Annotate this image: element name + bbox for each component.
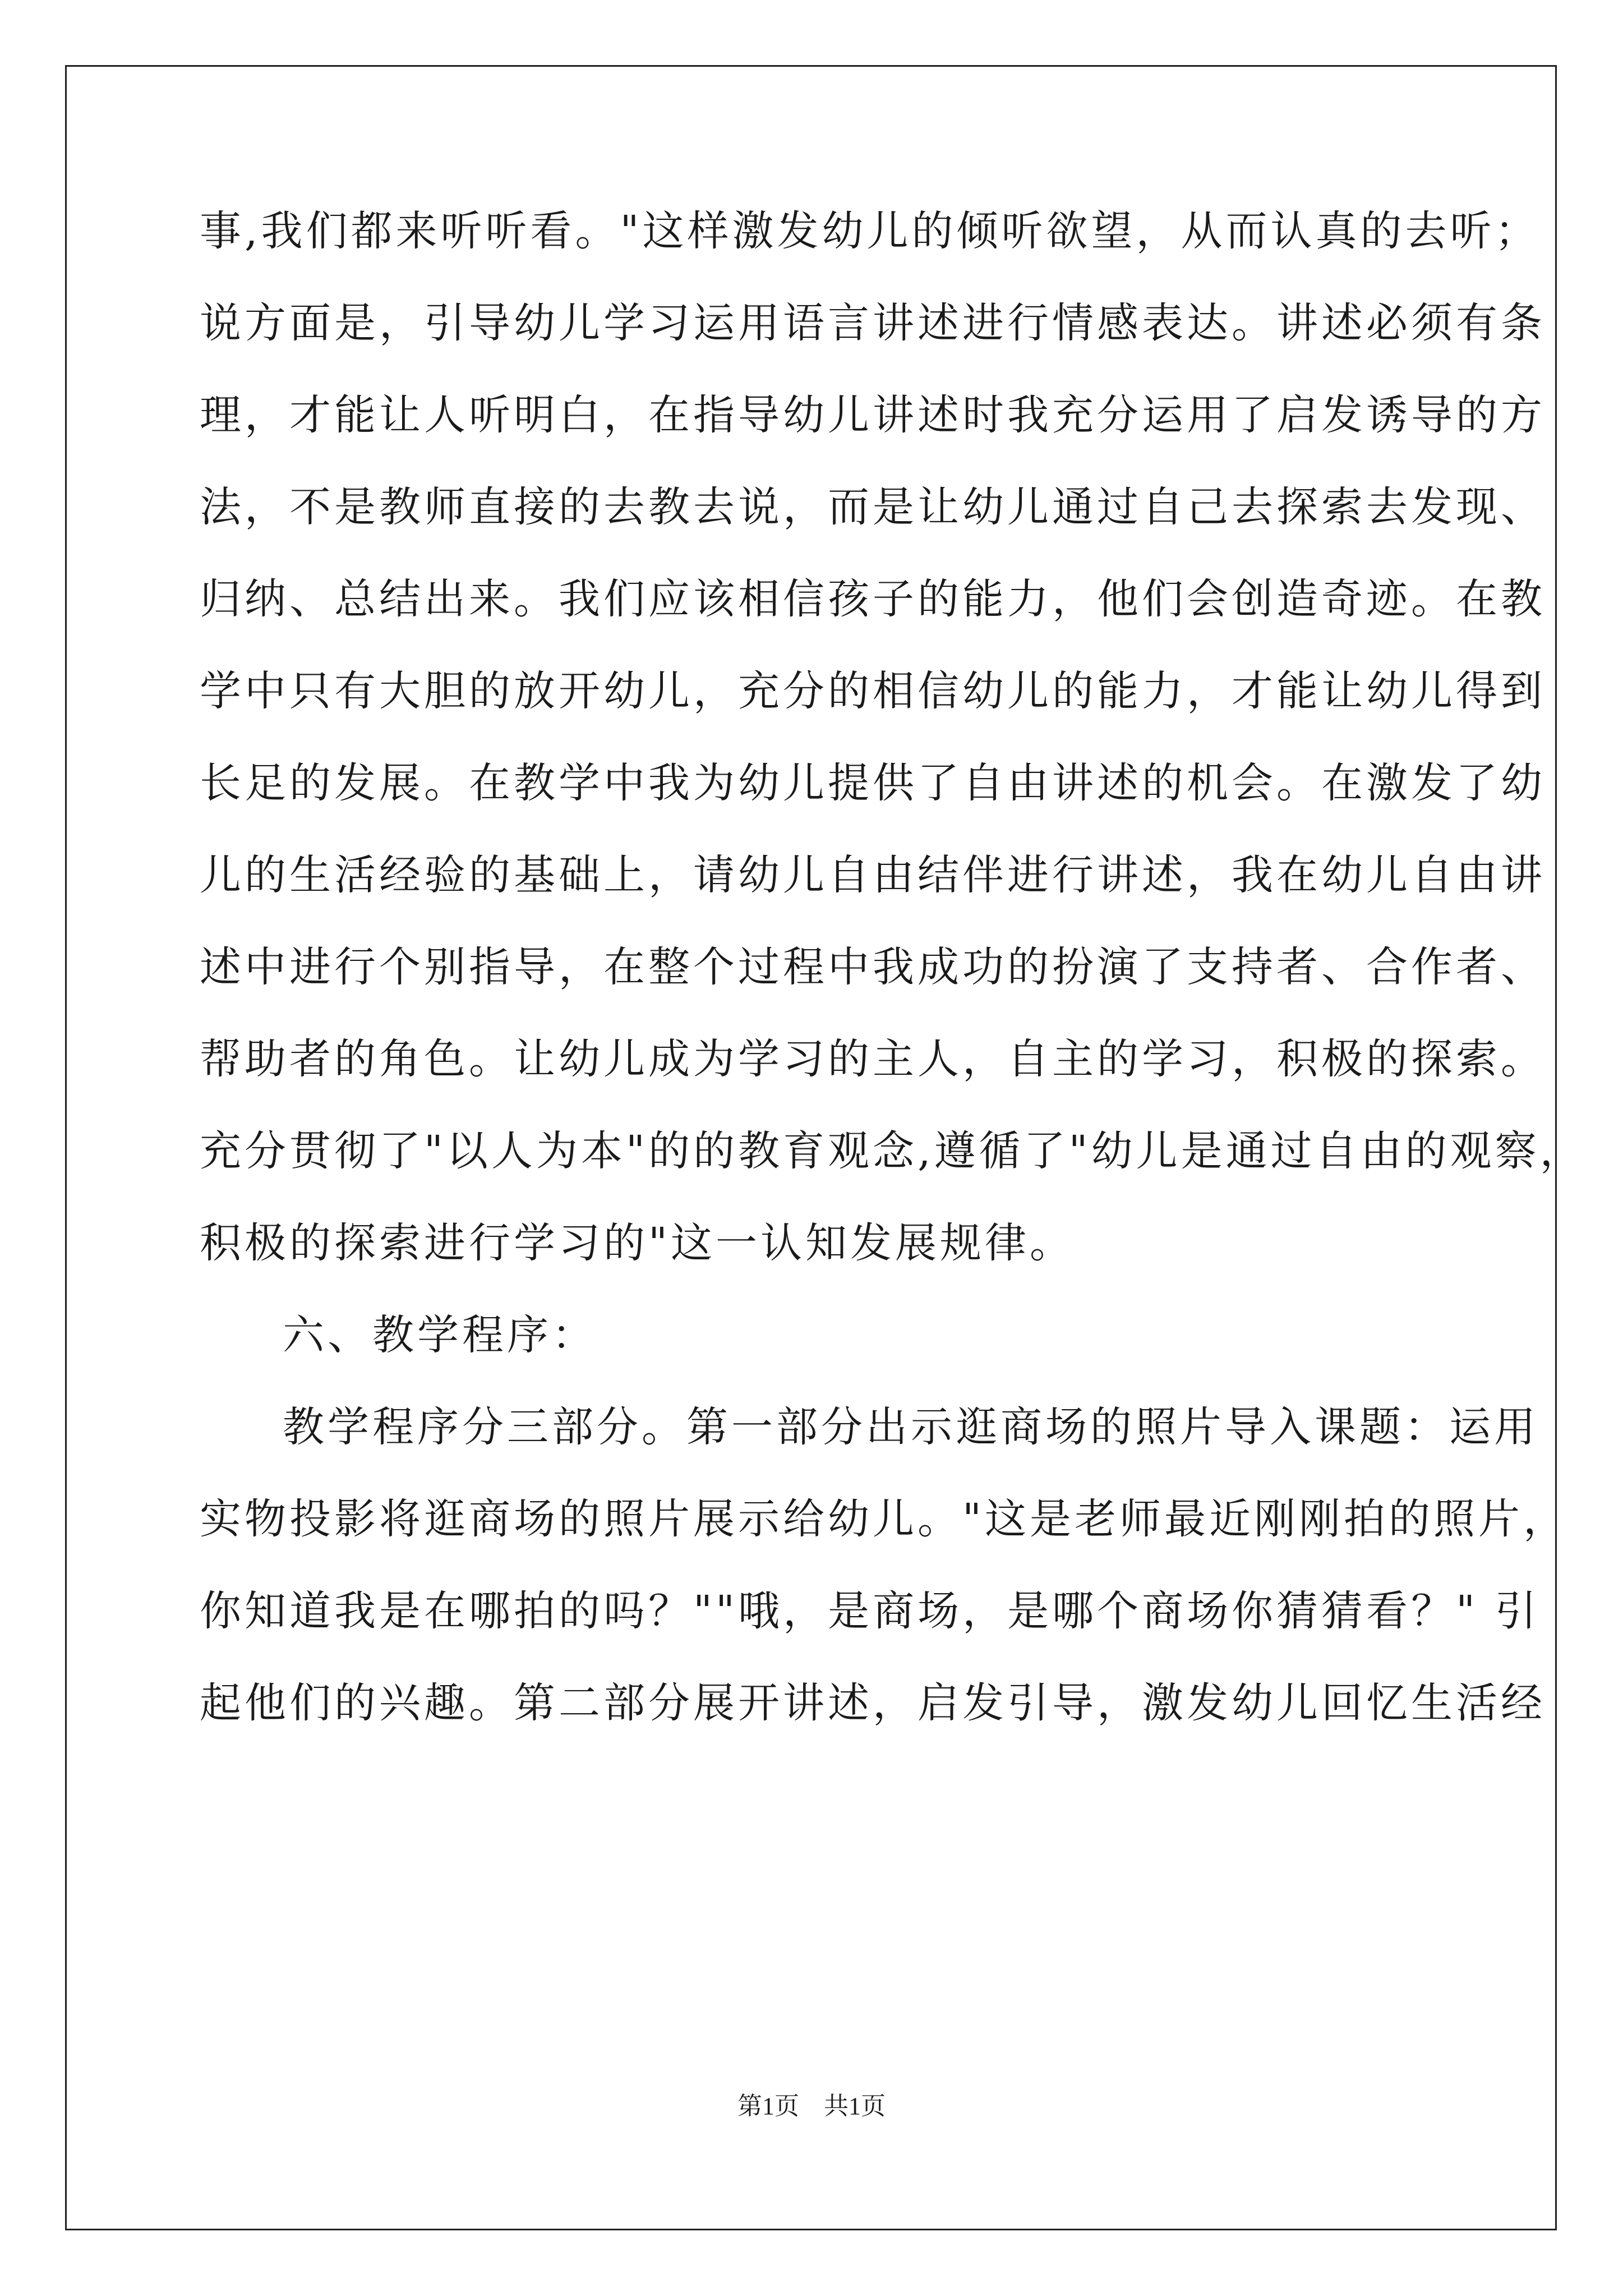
text-line: 你知道我是在哪拍的吗？""哦，是商场，是哪个商场你猜猜看？" 引 xyxy=(200,1587,1540,1635)
text-line: 法，不是教师直接的去教去说，而是让幼儿通过自己去探索去发现、 xyxy=(200,483,1546,531)
text-line: 理，才能让人听明白，在指导幼儿讲述时我充分运用了启发诱导的方 xyxy=(200,391,1546,439)
section-heading: 六、教学程序： xyxy=(283,1311,597,1359)
text-line: 事,我们都来听听看。"这样激发幼儿的倾听欲望，从而认真的去听； xyxy=(200,207,1540,255)
text-line: 学中只有大胆的放开幼儿，充分的相信幼儿的能力，才能让幼儿得到 xyxy=(200,667,1546,715)
text-line: 充分贯彻了"以人为本"的的教育观念,遵循了"幼儿是通过自由的观察， xyxy=(200,1127,1585,1175)
text-line: 起他们的兴趣。第二部分展开讲述，启发引导，激发幼儿回忆生活经 xyxy=(200,1679,1546,1727)
text-line: 积极的探索进行学习的"这一认知发展规律。 xyxy=(200,1219,1075,1267)
text-line: 实物投影将逛商场的照片展示给幼儿。"这是老师最近刚刚拍的照片， xyxy=(200,1495,1569,1543)
text-line: 说方面是，引导幼儿学习运用语言讲述进行情感表达。讲述必须有条 xyxy=(200,299,1546,347)
text-line: 述中进行个别指导，在整个过程中我成功的扮演了支持者、合作者、 xyxy=(200,943,1546,991)
text-line: 儿的生活经验的基础上，请幼儿自由结伴进行讲述，我在幼儿自由讲 xyxy=(200,851,1546,899)
text-line: 帮助者的角色。让幼儿成为学习的主人，自主的学习，积极的探索。 xyxy=(200,1035,1546,1083)
text-line: 教学程序分三部分。第一部分出示逛商场的照片导入课题：运用 xyxy=(283,1403,1539,1451)
page-number-footer: 第1页 共1页 xyxy=(737,2092,886,2120)
text-line: 长足的发展。在教学中我为幼儿提供了自由讲述的机会。在激发了幼 xyxy=(200,759,1546,807)
text-line: 归纳、总结出来。我们应该相信孩子的能力，他们会创造奇迹。在教 xyxy=(200,575,1546,623)
